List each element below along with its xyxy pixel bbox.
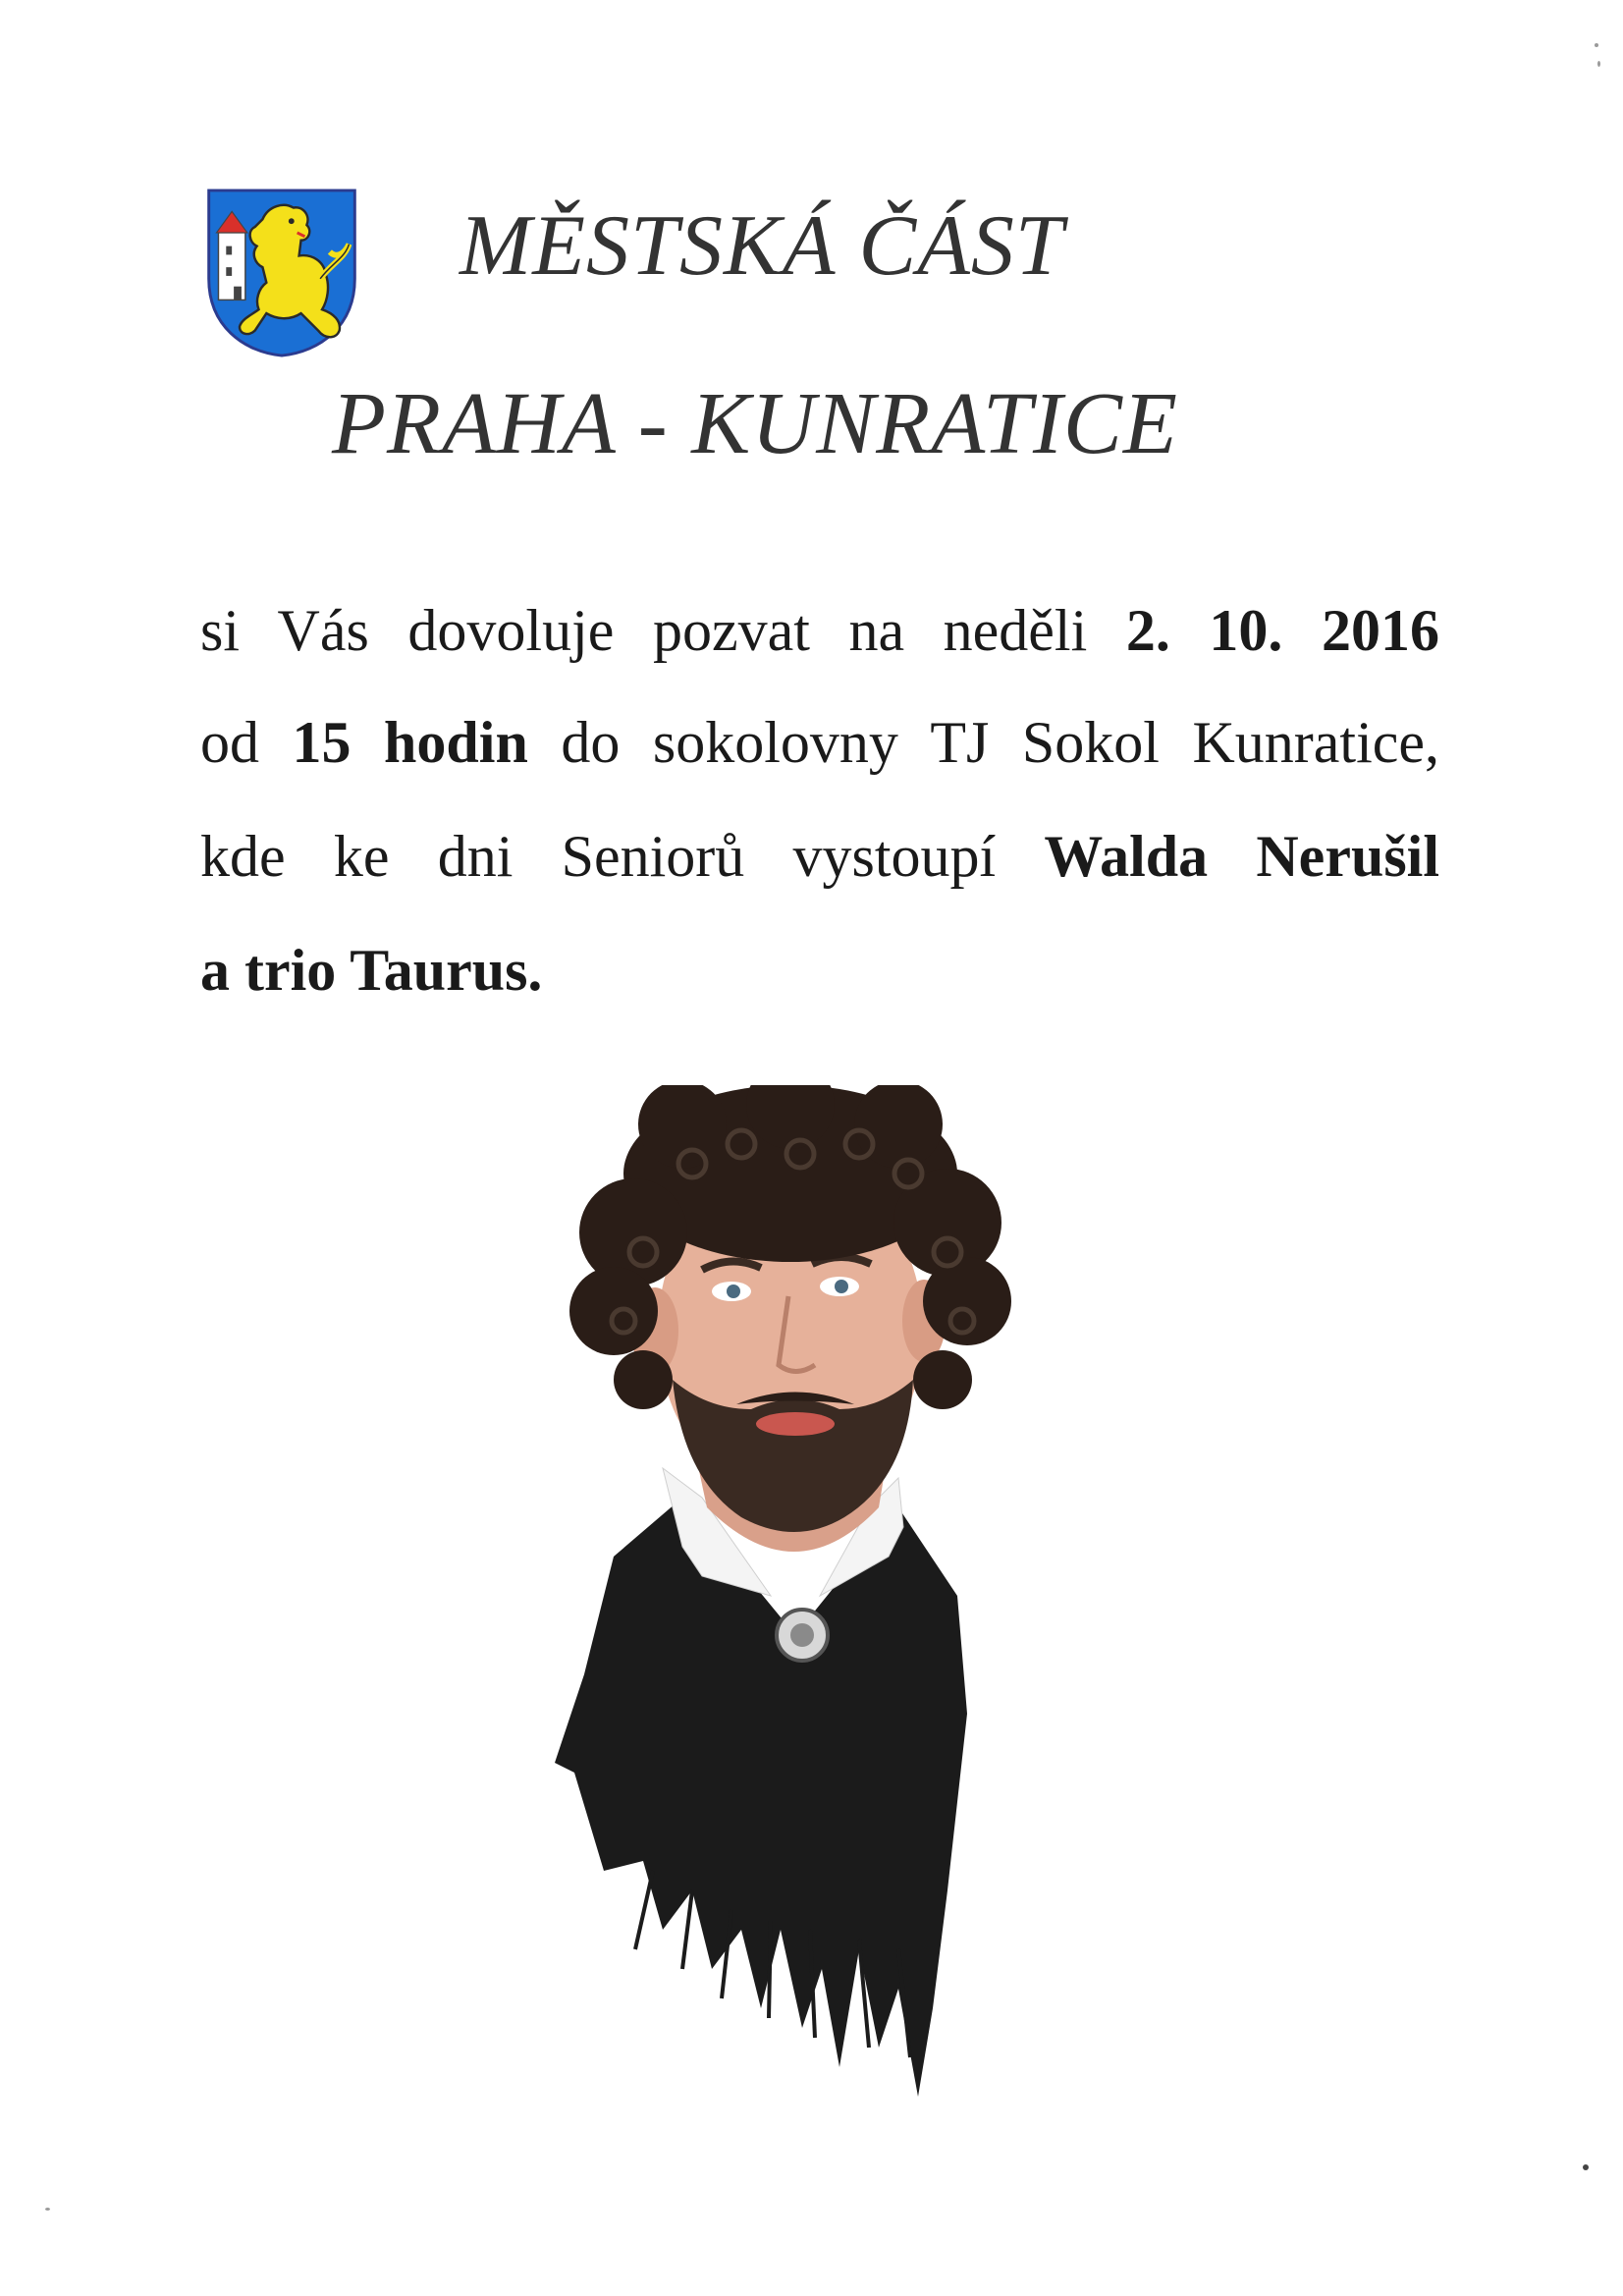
scan-speck: [1595, 43, 1598, 47]
event-venue: do sokolovny TJ Sokol Kunratice,: [561, 710, 1439, 775]
scan-speck: [45, 2208, 50, 2211]
scan-speck: [1597, 61, 1600, 67]
performer-portrait: [545, 1085, 1046, 2097]
invitation-text: si Vás dovoluje pozvat na neděli: [200, 598, 1088, 663]
heading-line-1: MĚSTSKÁ ČÁST: [460, 198, 1064, 294]
scan-speck: [1583, 2164, 1589, 2170]
invitation-text: od: [200, 710, 259, 775]
coat-of-arms-icon: [204, 187, 359, 359]
event-date: 2. 10. 2016: [1125, 598, 1439, 663]
event-time: 15 hodin: [292, 710, 528, 775]
invitation-line-2: [200, 707, 1439, 778]
invitation-line-1: [200, 595, 1439, 666]
heading-line-2: PRAHA - KUNRATICE: [332, 375, 1178, 472]
performer-name: Walda Nerušil: [1044, 824, 1440, 889]
performer-group: a trio Taurus.: [200, 938, 543, 1003]
invitation-line-3: [200, 821, 1439, 892]
invitation-line-4: [200, 935, 1439, 1006]
invitation-text: kde ke dni Seniorů vystoupí: [200, 824, 997, 889]
